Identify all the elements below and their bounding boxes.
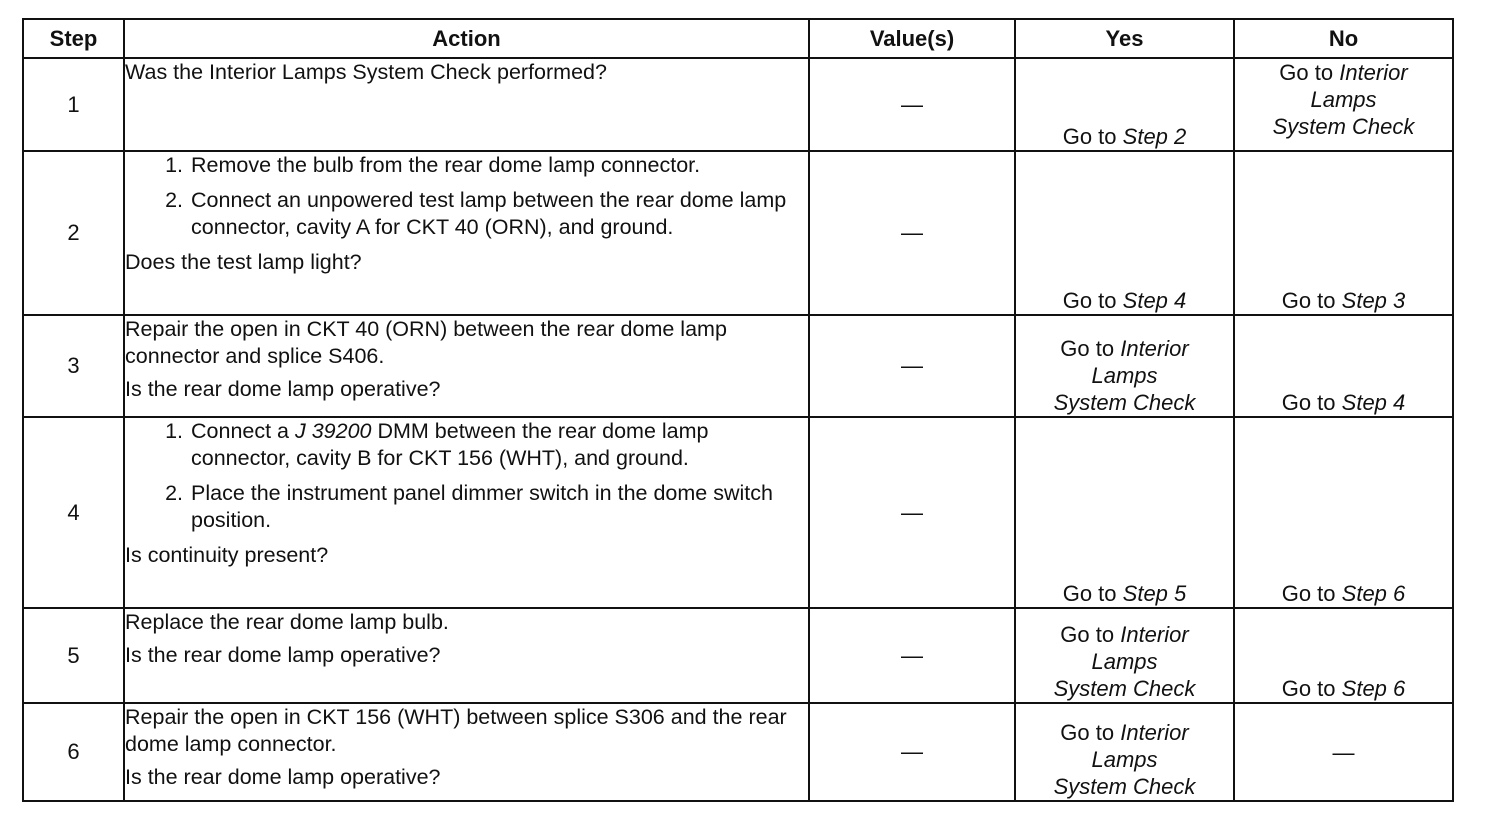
action-list-item: 1. Connect a J 39200 DMM between the rear dome lamp connector, cavity B for CKT 156 (WHT), and ground. (165, 419, 709, 470)
value-cell: — (809, 417, 1015, 608)
goto-target: Step 2 (1122, 124, 1187, 149)
goto-prefix: Go to (1281, 390, 1336, 415)
step-number: 5 (23, 608, 124, 703)
yes-cell (1015, 703, 1234, 801)
goto-target: Interior (1120, 622, 1189, 647)
goto-target: Step 4 (1122, 288, 1187, 313)
goto-target: Step 6 (1341, 581, 1406, 606)
goto-target: System Check (1053, 774, 1196, 799)
table-row (23, 58, 1453, 151)
no-value: — (1332, 739, 1355, 765)
action-list-item: 2. Connect an unpowered test lamp between the rear dome lamp connector, cavity A for CKT 40 (ORN), and ground. (165, 188, 787, 239)
action-cell (124, 151, 809, 315)
goto-target: System Check (1272, 114, 1415, 139)
action-question: Is the rear dome lamp operative? (125, 765, 441, 789)
diagnostic-table (22, 18, 1454, 802)
goto-prefix: Go to (1060, 720, 1115, 745)
goto-target: Interior (1120, 720, 1189, 745)
goto-prefix: Go to (1281, 676, 1336, 701)
header-values: Value(s) (809, 19, 1015, 58)
action-list-item: 1. Remove the bulb from the rear dome lamp connector. (165, 153, 701, 177)
table-row (23, 151, 1453, 315)
yes-cell (1015, 58, 1234, 151)
goto-target: Lamps (1310, 87, 1377, 112)
goto-prefix: Go to (1281, 581, 1336, 606)
yes-cell (1015, 151, 1234, 315)
step-number: 2 (23, 151, 124, 315)
action-cell (124, 703, 809, 801)
goto-target: Step 3 (1341, 288, 1406, 313)
action-list-item: 2. Place the instrument panel dimmer switch in the dome switch position. (165, 481, 773, 532)
value-cell: — (809, 608, 1015, 703)
yes-cell (1015, 417, 1234, 608)
action-question: Is continuity present? (125, 543, 329, 567)
header-yes: Yes (1015, 19, 1234, 58)
step-number: 3 (23, 315, 124, 417)
no-cell (1234, 151, 1453, 315)
goto-target: Interior (1120, 336, 1189, 361)
table-row (23, 608, 1453, 703)
goto-prefix: Go to (1060, 336, 1115, 361)
goto-target: Lamps (1091, 649, 1158, 674)
header-no: No (1234, 19, 1453, 58)
action-question: Does the test lamp light? (125, 250, 362, 274)
yes-cell (1015, 315, 1234, 417)
goto-prefix: Go to (1062, 581, 1117, 606)
action-text: Replace the rear dome lamp bulb. (125, 610, 449, 634)
goto-target: System Check (1053, 676, 1196, 701)
value-cell: — (809, 703, 1015, 801)
no-cell (1234, 315, 1453, 417)
step-number: 6 (23, 703, 124, 801)
action-text: Repair the open in CKT 40 (ORN) between the rear dome lamp connector and splice S406. (125, 317, 727, 368)
header-action: Action (124, 19, 809, 58)
goto-target: Interior (1339, 60, 1408, 85)
no-cell (1234, 608, 1453, 703)
goto-prefix: Go to (1062, 124, 1117, 149)
no-cell (1234, 417, 1453, 608)
goto-target: Lamps (1091, 747, 1158, 772)
action-text: Repair the open in CKT 156 (WHT) between splice S306 and the rear dome lamp connector. (125, 705, 787, 756)
table-row (23, 417, 1453, 608)
value-cell: — (809, 315, 1015, 417)
table-row (23, 703, 1453, 801)
goto-prefix: Go to (1279, 60, 1334, 85)
action-question: Is the rear dome lamp operative? (125, 643, 441, 667)
action-cell (124, 608, 809, 703)
header-row (23, 19, 1453, 58)
no-cell (1234, 703, 1453, 801)
action-cell (124, 58, 809, 151)
no-cell (1234, 58, 1453, 151)
step-number: 4 (23, 417, 124, 608)
action-cell (124, 417, 809, 608)
goto-target: Lamps (1091, 363, 1158, 388)
yes-cell (1015, 608, 1234, 703)
value-cell: — (809, 58, 1015, 151)
step-number: 1 (23, 58, 124, 151)
header-step: Step (23, 19, 124, 58)
value-cell: — (809, 151, 1015, 315)
action-cell (124, 315, 809, 417)
goto-target: Step 5 (1122, 581, 1187, 606)
goto-target: System Check (1053, 390, 1196, 415)
goto-target: Step 4 (1341, 390, 1406, 415)
goto-prefix: Go to (1060, 622, 1115, 647)
goto-target: Step 6 (1341, 676, 1406, 701)
goto-prefix: Go to (1062, 288, 1117, 313)
action-question: Is the rear dome lamp operative? (125, 377, 441, 401)
action-text: Was the Interior Lamps System Check performed? (125, 60, 607, 84)
table-row (23, 315, 1453, 417)
goto-prefix: Go to (1281, 288, 1336, 313)
tool-name: J 39200 (294, 419, 372, 443)
